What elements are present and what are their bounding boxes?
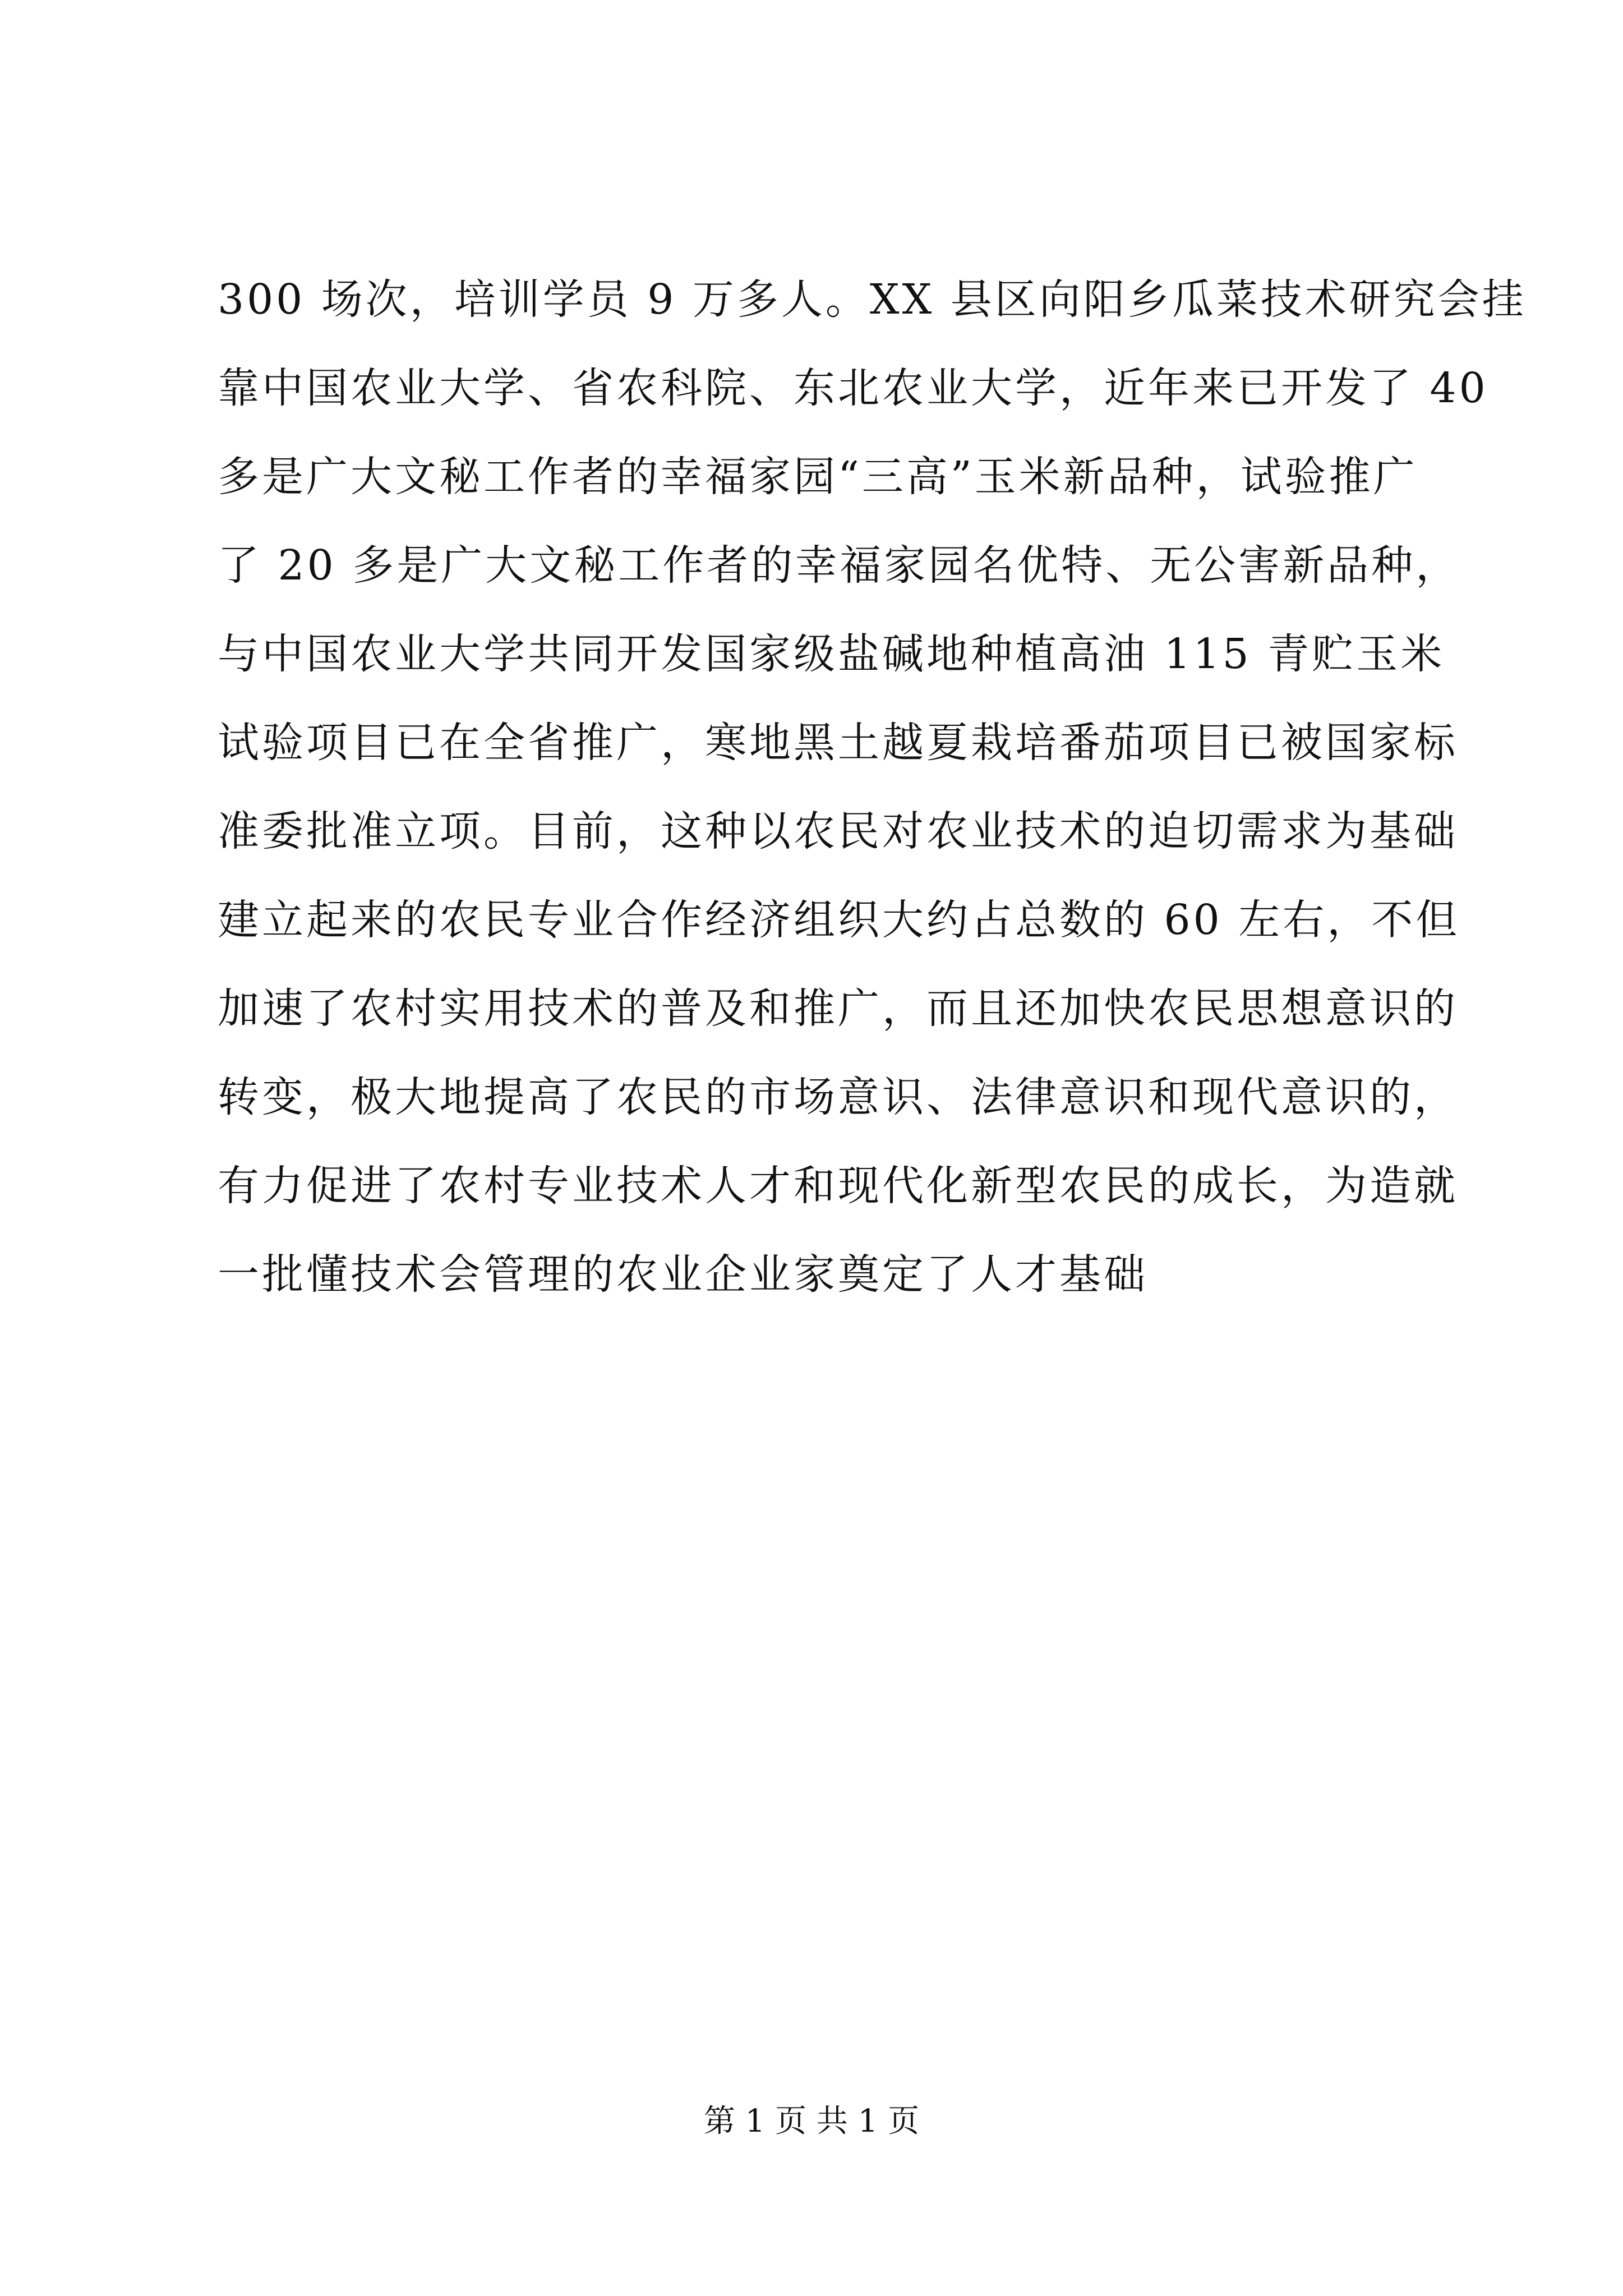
page-number-footer: 第 1 页 共 1 页 xyxy=(703,2103,920,2139)
text-line: 与中国农业大学共同开发国家级盐碱地种植高油 115 青贮玉米 xyxy=(218,630,1445,678)
text-line: 建立起来的农民专业合作经济组织大约占总数的 60 左右，不但 xyxy=(218,896,1460,944)
text-line: 准委批准立项。目前，这种以农民对农业技术的迫切需求为基础 xyxy=(218,807,1458,855)
text-line: 一批懂技术会管理的农业企业家奠定了人才基础 xyxy=(218,1250,1148,1299)
text-line: 靠中国农业大学、省农科院、东北农业大学，近年来已开发了 40 xyxy=(218,364,1488,412)
text-line: 试验项目已在全省推广，寒地黑土越夏栽培番茄项目已被国家标 xyxy=(218,719,1458,767)
text-line: 了 20 多是广大文秘工作者的幸福家园名优特、无公害新品种， xyxy=(218,541,1460,590)
text-line: 多是广大文秘工作者的幸福家园“三高”玉米新品种，试验推广 xyxy=(218,453,1418,501)
text-line: 有力促进了农村专业技术人才和现代化新型农民的成长，为造就 xyxy=(218,1162,1458,1210)
text-line: 加速了农村实用技术的普及和推广，而且还加快农民思想意识的 xyxy=(218,984,1458,1033)
text-line: 300 场次，培训学员 9 万多人。XX 县区向阳乡瓜菜技术研究会挂 xyxy=(218,275,1527,324)
body-paragraph xyxy=(218,255,1527,1319)
text-line: 转变，极大地提高了农民的市场意识、法律意识和现代意识的， xyxy=(218,1073,1458,1121)
